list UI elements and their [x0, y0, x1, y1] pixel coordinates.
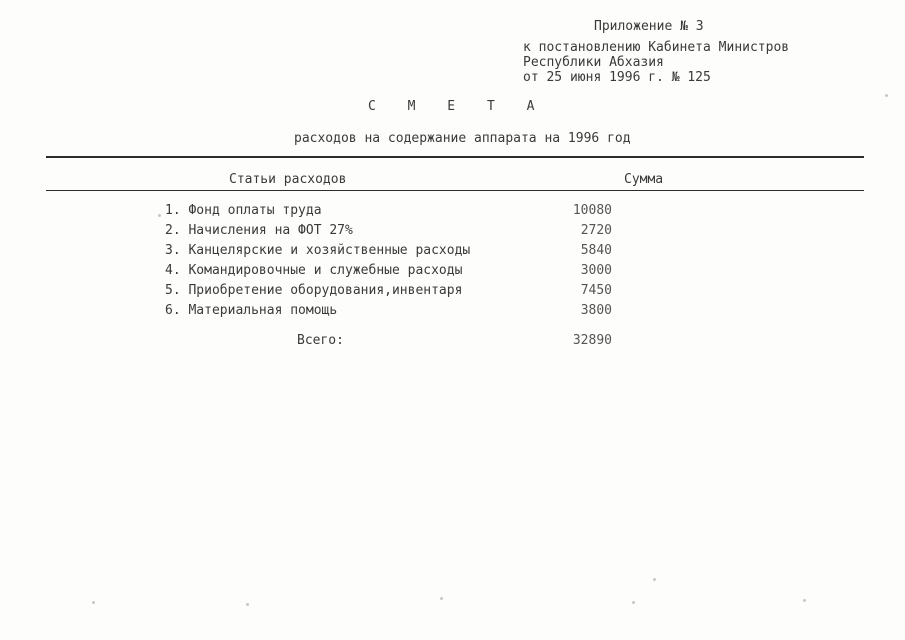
- total-amount: 32890: [572, 333, 612, 348]
- scan-speck: [885, 94, 888, 97]
- scan-speck: [632, 601, 635, 604]
- row-amount: 2720: [580, 223, 612, 238]
- decree-reference: [523, 40, 789, 85]
- row-label: 6. Материальная помощь: [165, 303, 338, 318]
- scan-speck: [803, 599, 806, 602]
- scan-speck: [158, 214, 161, 217]
- table-row: [165, 263, 615, 282]
- row-label: 4. Командировочные и служебные расходы: [165, 263, 463, 278]
- row-amount: 10080: [572, 203, 612, 218]
- table-row: [165, 283, 615, 302]
- table-header-rule: [46, 190, 864, 191]
- row-amount: 5840: [580, 243, 612, 258]
- row-label: 5. Приобретение оборудования,инвентаря: [165, 283, 463, 298]
- row-amount: 3800: [580, 303, 612, 318]
- decree-line: Республики Абхазия: [523, 55, 664, 70]
- document-title: С М Е Т А: [368, 99, 547, 114]
- row-amount: 7450: [580, 283, 612, 298]
- document-subtitle: расходов на содержание аппарата на 1996 год: [294, 131, 631, 146]
- decree-line: к постановлению Кабинета Министров: [523, 40, 790, 55]
- scan-speck: [246, 603, 249, 606]
- scan-speck: [440, 597, 443, 600]
- row-label: 1. Фонд оплаты труда: [165, 203, 322, 218]
- table-row: [165, 243, 615, 262]
- decree-line: от 25 июня 1996 г. № 125: [523, 70, 711, 85]
- scan-speck: [92, 601, 95, 604]
- column-header-items: Статьи расходов: [229, 172, 347, 187]
- row-amount: 3000: [580, 263, 612, 278]
- appendix-label: Приложение № 3: [594, 19, 704, 34]
- table-row: [165, 223, 615, 242]
- scan-speck: [653, 578, 656, 581]
- table-row: [165, 203, 615, 222]
- table-row: [165, 303, 615, 322]
- row-label: 3. Канцелярские и хозяйственные расходы: [165, 243, 471, 258]
- row-label: 2. Начисления на ФОТ 27%: [165, 223, 353, 238]
- column-header-amount: Сумма: [624, 172, 664, 187]
- table-top-rule: [46, 156, 864, 158]
- total-label: Всего:: [297, 333, 344, 348]
